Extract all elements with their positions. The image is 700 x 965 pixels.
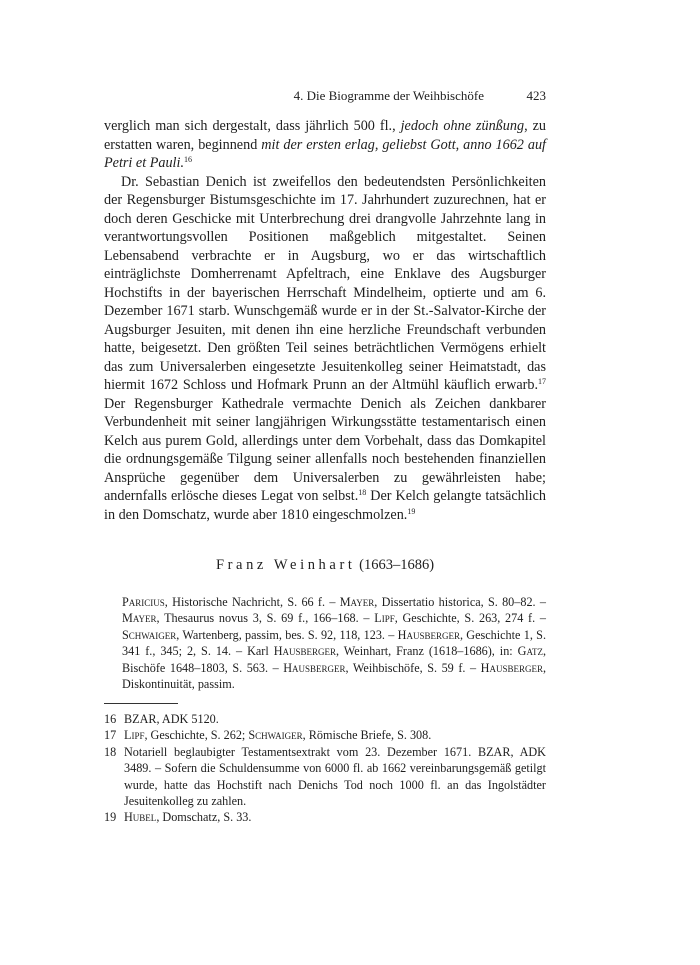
author-name: Mayer <box>339 595 375 609</box>
footnote-rule <box>104 703 178 704</box>
body-text <box>104 117 546 524</box>
footnotes <box>104 711 546 826</box>
text-run: , Domschatz, S. 33. <box>156 810 252 825</box>
text-run: , Thesaurus novus 3, S. 69 f., 166–168. – <box>156 611 375 626</box>
text-run: , Geschichte, S. 262; <box>144 728 249 743</box>
text-run: , Geschichte, S. 263, 274 f. – <box>394 611 546 626</box>
text-run: Der Kelch gelangte tatsächlich in den Domschatz, wurde aber 1810 eingeschmolzen. <box>104 488 546 523</box>
text-run: Dr. Sebastian Denich ist zweifellos den bedeutendsten Persönlichkeiten der Regensburger Bistumsgeschichte im 17. Jahrhundert zuzurechnen, hat er doch deren Geschicke mit Unterbrechung drei drangvolle Jahrzehnte lang in verantwortungsvollen Positionen maßgeblich mitgestaltet. Seinen Lebensabend verbrachte er in Augsburg, wo er das wirtschaftlich einträglichste Domherrenamt Apfeltrach, eine Enklave des Augsburger Hochstifts in der bayerischen Herrschaft Mindelheim, optierte und am 6. Dezember 1671 starb. Wunschgemäß wurde er in der St.-Salvator-Kirche der Augsburger Jesuiten, mit denen ihn eine herzliche Freundschaft verbunden hatte, beigesetzt. Den größten Teil seines beträchtlichen Vermögens erhielt das zum Universalerben eingesetzte Jesuitenkolleg seiner Heimatstadt, das hiermit 1672 Schloss und Hofmark Prunn an der Altmühl käuflich erwarb. <box>104 173 546 393</box>
author-name: Hausberger <box>283 660 346 675</box>
quotation: mit der ersten erlag, geliebst Gott, anno 1662 auf Petri et Pauli. <box>104 136 546 171</box>
section-heading <box>104 557 546 574</box>
paragraph-1 <box>104 117 546 173</box>
author-name: Schwaiger <box>248 728 303 743</box>
footnote-ref-16[interactable]: 16 <box>184 155 192 164</box>
footnote-number: 17 <box>104 728 117 743</box>
paragraph-2 <box>104 173 546 525</box>
text-run: verglich man sich dergestalt, dass jährlich 500 fl., <box>104 118 401 134</box>
author-name: Lipf <box>124 728 145 743</box>
footnote-number: 18 <box>104 744 117 759</box>
author-name: Hausberger <box>273 644 336 659</box>
author-name: Mayer <box>122 611 157 626</box>
page-number: 423 <box>526 88 546 103</box>
footnote-18 <box>104 744 546 810</box>
text-run: , zu erstatten waren, beginnend <box>104 118 546 153</box>
text-run: Notariell beglaubigter Testamentsextrakt vom 23. Dezember 1671. BZAR, ADK 3489. – Sofern die Schuldensumme von 6000 fl. ab 1662 vereinbarungsgemäß getilgt wurde, hatte das Hochstift nach Denichs Tod noch 1000 fl. an das Ingolstädter Jesuitenkolleg zu zahlen. <box>124 744 546 809</box>
text-run: , Geschichte 1, S. 341 f., 345; 2, S. 14. – Karl <box>122 627 546 659</box>
footnote-number: 19 <box>104 810 117 825</box>
text-run: , Historische Nachricht, S. 66 f. – <box>164 595 340 609</box>
footnote-16 <box>104 711 546 727</box>
section-years: (1663–1686) <box>359 557 435 573</box>
author-name: Schwaiger <box>122 627 177 642</box>
text-run: , Wartenberg, passim, bes. S. 92, 118, 123. – <box>176 627 398 642</box>
author-name: Paricius <box>122 595 165 609</box>
literature-list <box>122 594 546 692</box>
footnote-19 <box>104 809 546 825</box>
text-run: , Weinhart, Franz (1618–1686), in: <box>336 644 518 659</box>
text-run: , Römische Briefe, S. 308. <box>302 728 432 743</box>
author-name: Hubel <box>124 810 157 825</box>
section-person-name: Franz Weinhart <box>215 557 356 573</box>
text-run: , Diskontinuität, passim. <box>122 660 546 692</box>
chapter-title: 4. Die Biogramme der Weihbischöfe <box>293 88 484 103</box>
text-run: , Weihbischöfe, S. 59 f. – <box>345 660 481 675</box>
author-name: Hausberger <box>397 627 460 642</box>
footnote-ref-18[interactable]: 18 <box>358 488 367 497</box>
footnote-ref-19[interactable]: 19 <box>407 506 416 516</box>
text-run: , Bischöfe 1648–1803, S. 563. – <box>122 644 546 675</box>
footnote-number: 16 <box>104 712 117 726</box>
footnote-17 <box>104 727 546 743</box>
quotation: jedoch ohne zünßung <box>400 118 525 134</box>
text-run: BZAR, ADK 5120. <box>124 712 219 726</box>
author-name: Lipf <box>374 611 395 626</box>
author-name: Hausberger <box>480 660 543 675</box>
footnote-ref-17[interactable]: 17 <box>538 377 546 386</box>
text-run: , Dissertatio historica, S. 80–82. – <box>374 595 546 609</box>
text-run: Der Regensburger Kathedrale vermachte Denich als Zeichen dankbarer Verbundenheit mit seiner langjährigen Wirkungsstätte testamentarisch einen Kelch aus purem Gold, allerdings unter dem Vorbehalt, dass das Domkapitel die ordnungsgemäße Tilgung seiner allenfalls noch bestehenden finanziellen Ansprüche gegenüber dem Universalerben zu gewährleisten habe; andernfalls erlösche dieses Legat von selbst. <box>104 395 546 504</box>
author-name: Gatz <box>517 644 543 659</box>
running-head <box>104 88 546 108</box>
